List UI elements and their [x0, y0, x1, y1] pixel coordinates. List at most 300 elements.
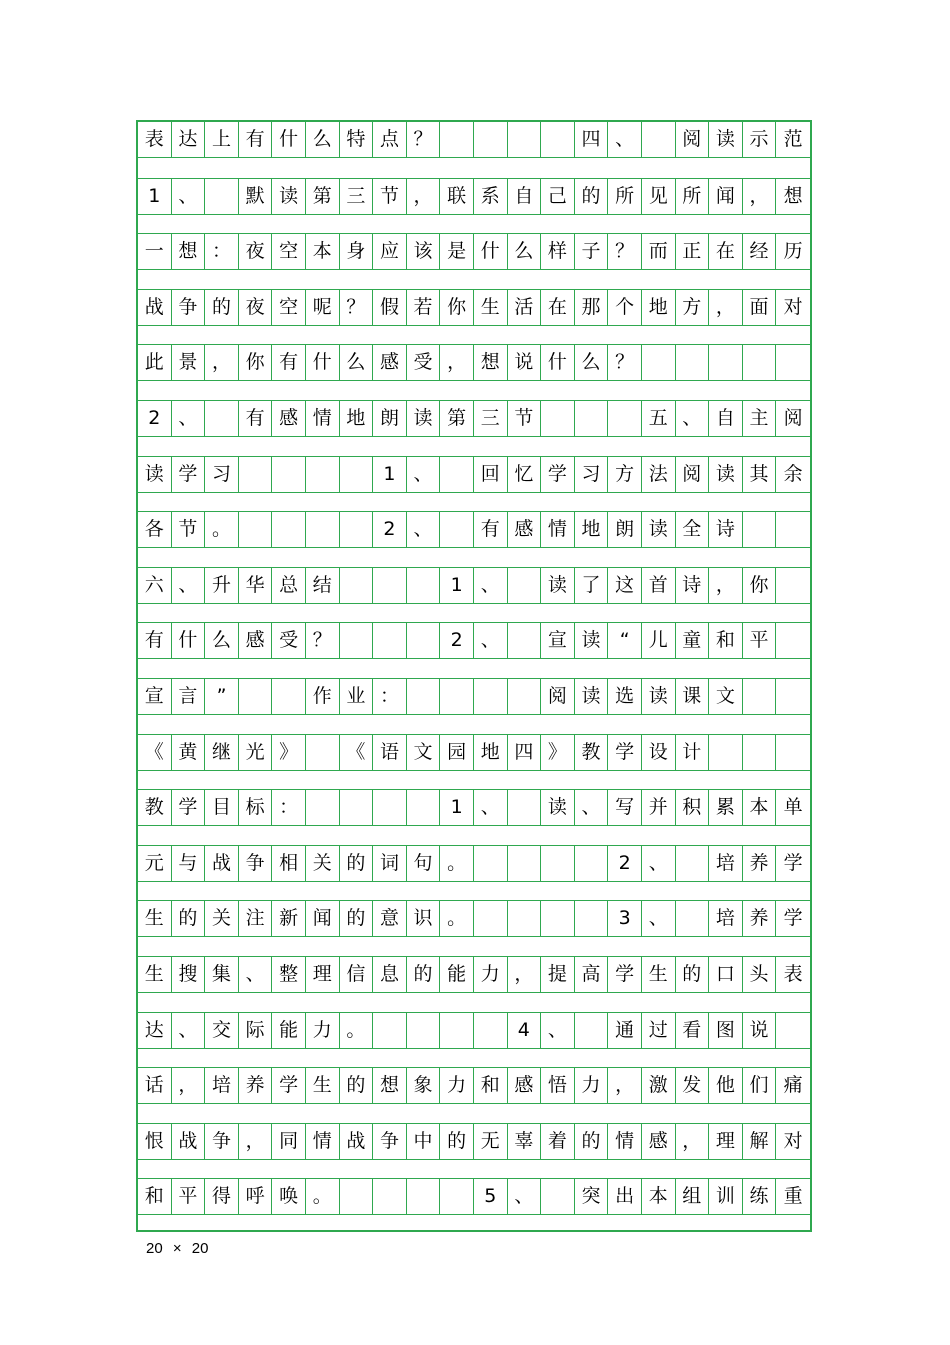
grid-cell: 个	[608, 290, 642, 326]
grid-cell: 痛	[776, 1068, 810, 1104]
grid-cell	[776, 735, 810, 771]
grid-cell	[474, 122, 508, 158]
grid-cell: 其	[743, 457, 777, 493]
grid-cell: 教	[138, 790, 172, 826]
grid-cell: 呢	[306, 290, 340, 326]
grid-cell	[541, 901, 575, 937]
grid-cell: 、	[407, 512, 441, 548]
grid-cell: 业	[340, 679, 374, 715]
grid-cell: 训	[709, 1179, 743, 1215]
grid-cell: ，	[508, 957, 542, 993]
grid-cell: 景	[172, 345, 206, 381]
grid-cell: 的	[340, 901, 374, 937]
grid-cell: 读	[541, 568, 575, 604]
grid-cell: 力	[306, 1013, 340, 1049]
grid-cell	[743, 735, 777, 771]
grid-cell: 》	[272, 735, 306, 771]
grid-cell: 情	[608, 1124, 642, 1160]
grid-cell: 读	[709, 122, 743, 158]
grid-cell: 而	[642, 234, 676, 270]
grid-cell	[239, 679, 273, 715]
grid-cell: 总	[272, 568, 306, 604]
grid-size-label	[146, 1240, 208, 1257]
grid-cell: 什	[306, 345, 340, 381]
grid-cell: 。	[306, 1179, 340, 1215]
grid-cell	[776, 623, 810, 659]
grid-cell: 对	[776, 1124, 810, 1160]
manuscript-grid-paper	[136, 120, 812, 1232]
grid-cell: 培	[709, 901, 743, 937]
grid-cell: 余	[776, 457, 810, 493]
grid-cell: 他	[709, 1068, 743, 1104]
grid-cell: 活	[508, 290, 542, 326]
grid-cell	[743, 345, 777, 381]
grid-cell: 习	[205, 457, 239, 493]
grid-cell: 么	[340, 345, 374, 381]
grid-row	[138, 233, 810, 270]
grid-cell: 学	[172, 790, 206, 826]
grid-cell: 整	[272, 957, 306, 993]
grid-cell: 争	[239, 846, 273, 882]
grid-cell: 读	[642, 679, 676, 715]
grid-cell: 有	[138, 623, 172, 659]
grid-cell	[440, 457, 474, 493]
grid-cell: 。	[205, 512, 239, 548]
grid-row	[138, 678, 810, 715]
grid-cell	[776, 679, 810, 715]
grid-cell: 战	[138, 290, 172, 326]
grid-cell: 身	[340, 234, 374, 270]
grid-cell: 解	[743, 1124, 777, 1160]
grid-cell: 平	[743, 623, 777, 659]
grid-cell: 地	[575, 512, 609, 548]
grid-cell	[306, 735, 340, 771]
grid-cell: 得	[205, 1179, 239, 1215]
grid-cell: 、	[608, 122, 642, 158]
grid-row	[138, 289, 810, 326]
grid-cell	[776, 1013, 810, 1049]
grid-cell: 想	[373, 1068, 407, 1104]
grid-cell: 、	[575, 790, 609, 826]
times-sign: ×	[172, 1240, 182, 1257]
grid-cell	[709, 735, 743, 771]
grid-cell: 、	[474, 790, 508, 826]
grid-cell: 地	[340, 401, 374, 437]
grid-cell: 学	[608, 735, 642, 771]
grid-row	[138, 178, 810, 215]
grid-cell	[508, 568, 542, 604]
grid-cell: 重	[776, 1179, 810, 1215]
grid-cell: 理	[709, 1124, 743, 1160]
grid-cell: 关	[306, 846, 340, 882]
grid-cell: 出	[608, 1179, 642, 1215]
grid-cell: 培	[709, 846, 743, 882]
grid-cell	[474, 901, 508, 937]
grid-cell: 结	[306, 568, 340, 604]
grid-cell: 、	[642, 901, 676, 937]
grid-cell: 和	[138, 1179, 172, 1215]
grid-cell: 范	[776, 122, 810, 158]
grid-cell	[541, 122, 575, 158]
grid-cell: 正	[676, 234, 710, 270]
grid-cell: 1	[440, 790, 474, 826]
grid-cell: 空	[272, 290, 306, 326]
grid-cell: 。	[440, 846, 474, 882]
grid-cell: 和	[709, 623, 743, 659]
grid-cell: 说	[508, 345, 542, 381]
grid-cell: 你	[743, 568, 777, 604]
grid-cell	[709, 345, 743, 381]
grid-cell: 教	[575, 735, 609, 771]
grid-cell: 见	[642, 179, 676, 215]
grid-cell: 第	[440, 401, 474, 437]
grid-cell: ：	[272, 790, 306, 826]
grid-cell: 空	[272, 234, 306, 270]
grid-cell	[608, 401, 642, 437]
grid-cell: 自	[508, 179, 542, 215]
grid-cell: 的	[340, 1068, 374, 1104]
grid-cell: 生	[642, 957, 676, 993]
grid-cell: 课	[676, 679, 710, 715]
grid-cell: 养	[743, 846, 777, 882]
grid-cell: 积	[676, 790, 710, 826]
grid-cell: 目	[205, 790, 239, 826]
grid-cell: 节	[172, 512, 206, 548]
grid-cell	[440, 1013, 474, 1049]
grid-cell: 争	[172, 290, 206, 326]
grid-row	[138, 567, 810, 604]
grid-row	[138, 622, 810, 659]
grid-cell: 该	[407, 234, 441, 270]
grid-cell: 感	[373, 345, 407, 381]
grid-cell: 这	[608, 568, 642, 604]
grid-cell: 情	[541, 512, 575, 548]
grid-cell: 特	[340, 122, 374, 158]
grid-cell: 平	[172, 1179, 206, 1215]
grid-cell: 头	[743, 957, 777, 993]
grid-cell: 阅	[676, 122, 710, 158]
grid-cell: 息	[373, 957, 407, 993]
grid-cell: 能	[272, 1013, 306, 1049]
grid-cell: 想	[474, 345, 508, 381]
grid-cell: 若	[407, 290, 441, 326]
grid-cell: 看	[676, 1013, 710, 1049]
grid-cell: 假	[373, 290, 407, 326]
grid-cell: 面	[743, 290, 777, 326]
grid-cell: 的	[340, 846, 374, 882]
grid-cell: 主	[743, 401, 777, 437]
grid-cell: 闻	[709, 179, 743, 215]
grid-cell: 力	[440, 1068, 474, 1104]
grid-cell: 能	[440, 957, 474, 993]
grid-cell	[508, 790, 542, 826]
grid-cell: ，	[608, 1068, 642, 1104]
grid-cell: 信	[340, 957, 374, 993]
grid-cell: 注	[239, 901, 273, 937]
grid-cell	[340, 790, 374, 826]
grid-cell: 生	[138, 957, 172, 993]
grid-cell: 2	[373, 512, 407, 548]
grid-cell: 》	[541, 735, 575, 771]
grid-row	[138, 344, 810, 381]
grid-cell: 节	[508, 401, 542, 437]
grid-cell: ：	[373, 679, 407, 715]
grid-cell	[407, 679, 441, 715]
grid-row	[138, 900, 810, 937]
grid-cell	[205, 401, 239, 437]
grid-cell: 地	[474, 735, 508, 771]
grid-cell: ，	[205, 345, 239, 381]
grid-cell: 光	[239, 735, 273, 771]
grid-cell	[373, 790, 407, 826]
grid-cell: 学	[541, 457, 575, 493]
grid-cell: 阅	[776, 401, 810, 437]
grid-cell: 读	[575, 679, 609, 715]
grid-cell: 感	[642, 1124, 676, 1160]
grid-cell: 激	[642, 1068, 676, 1104]
grid-cell: 有	[239, 401, 273, 437]
grid-cell	[440, 1179, 474, 1215]
grid-cell: 全	[676, 512, 710, 548]
grid-cell: 生	[306, 1068, 340, 1104]
grid-cell: 本	[306, 234, 340, 270]
grid-cell: 有	[474, 512, 508, 548]
grid-cell	[676, 345, 710, 381]
grid-cell: 感	[272, 401, 306, 437]
grid-cell	[575, 901, 609, 937]
grid-cell: 《	[340, 735, 374, 771]
grid-cell	[541, 1179, 575, 1215]
grid-cell: 选	[608, 679, 642, 715]
grid-cell: 句	[407, 846, 441, 882]
grid-cell: 、	[407, 457, 441, 493]
grid-cell	[743, 679, 777, 715]
grid-cell: 么	[508, 234, 542, 270]
grid-cell: 争	[373, 1124, 407, 1160]
grid-cell: 文	[407, 735, 441, 771]
grid-cell: 作	[306, 679, 340, 715]
grid-cell: 、	[172, 179, 206, 215]
grid-cell: 学	[776, 901, 810, 937]
grid-row	[138, 1067, 810, 1104]
grid-cell	[541, 846, 575, 882]
grid-cell: 战	[340, 1124, 374, 1160]
grid-cell: 象	[407, 1068, 441, 1104]
grid-cell: 4	[508, 1013, 542, 1049]
grid-cell: 感	[508, 1068, 542, 1104]
grid-cell: 、	[474, 568, 508, 604]
grid-cell: 第	[306, 179, 340, 215]
grid-cell	[440, 512, 474, 548]
grid-cell	[239, 512, 273, 548]
grid-cell: 图	[709, 1013, 743, 1049]
grid-cell: 读	[575, 623, 609, 659]
grid-cell: ？	[340, 290, 374, 326]
grid-cell: 过	[642, 1013, 676, 1049]
grid-cell	[373, 623, 407, 659]
grid-cell: 应	[373, 234, 407, 270]
grid-cell: 2	[440, 623, 474, 659]
grid-cell: 你	[239, 345, 273, 381]
grid-cell: 夜	[239, 290, 273, 326]
grid-cell: 言	[172, 679, 206, 715]
grid-cell	[340, 568, 374, 604]
grid-cell: 们	[743, 1068, 777, 1104]
grid-cell: 四	[575, 122, 609, 158]
grid-cell: 1	[440, 568, 474, 604]
grid-cell: 默	[239, 179, 273, 215]
grid-cell: 么	[306, 122, 340, 158]
grid-cell	[474, 846, 508, 882]
grid-cell: 回	[474, 457, 508, 493]
grid-row	[138, 511, 810, 548]
grid-cell: 交	[205, 1013, 239, 1049]
grid-cell	[373, 568, 407, 604]
grid-cell: 本	[743, 790, 777, 826]
grid-cell: 悟	[541, 1068, 575, 1104]
grid-cell: 诗	[676, 568, 710, 604]
grid-cell: 突	[575, 1179, 609, 1215]
grid-cell	[306, 512, 340, 548]
grid-cell	[272, 679, 306, 715]
grid-cell	[440, 679, 474, 715]
grid-cell: 5	[474, 1179, 508, 1215]
grid-cell: 诗	[709, 512, 743, 548]
grid-cell: 此	[138, 345, 172, 381]
grid-cell: 际	[239, 1013, 273, 1049]
grid-cell: 的	[440, 1124, 474, 1160]
grid-cell: 经	[743, 234, 777, 270]
grid-cell: 唤	[272, 1179, 306, 1215]
grid-cell: 话	[138, 1068, 172, 1104]
grid-cell	[676, 901, 710, 937]
grid-cell: 想	[172, 234, 206, 270]
grid-cell	[776, 568, 810, 604]
grid-cell: ，	[709, 568, 743, 604]
grid-cell	[541, 401, 575, 437]
grid-cell: 儿	[642, 623, 676, 659]
grid-cell: 战	[205, 846, 239, 882]
grid-cell: 么	[205, 623, 239, 659]
grid-cell: 园	[440, 735, 474, 771]
grid-cell: 在	[709, 234, 743, 270]
grid-cell: 宣	[138, 679, 172, 715]
grid-cell: 对	[776, 290, 810, 326]
grid-cell: 说	[743, 1013, 777, 1049]
grid-cell: 习	[575, 457, 609, 493]
grid-cell	[340, 512, 374, 548]
grid-cell: 、	[172, 401, 206, 437]
grid-cell: 集	[205, 957, 239, 993]
grid-cell: 理	[306, 957, 340, 993]
grid-cell: 在	[541, 290, 575, 326]
grid-cell	[306, 790, 340, 826]
grid-cell: 并	[642, 790, 676, 826]
grid-cell: 生	[138, 901, 172, 937]
grid-cell	[407, 790, 441, 826]
grid-cell: 朗	[373, 401, 407, 437]
grid-cell: 关	[205, 901, 239, 937]
grid-cell: 是	[440, 234, 474, 270]
grid-cell: ？	[407, 122, 441, 158]
grid-cell: ，	[239, 1124, 273, 1160]
grid-cell: 什	[474, 234, 508, 270]
grid-cell	[508, 623, 542, 659]
grid-cell: 1	[138, 179, 172, 215]
grid-cell: 的	[172, 901, 206, 937]
grid-cell: 情	[306, 401, 340, 437]
grid-cell	[373, 1179, 407, 1215]
grid-cell: 无	[474, 1124, 508, 1160]
grid-cols: 20	[146, 1240, 163, 1257]
grid-cell: 地	[642, 290, 676, 326]
grid-cell: 子	[575, 234, 609, 270]
grid-row	[138, 1012, 810, 1049]
grid-cell: 读	[541, 790, 575, 826]
grid-cell: 什	[541, 345, 575, 381]
grid-cell: “	[608, 623, 642, 659]
grid-cell: 朗	[608, 512, 642, 548]
grid-cell: 自	[709, 401, 743, 437]
grid-cell: 的	[205, 290, 239, 326]
grid-cell: 组	[676, 1179, 710, 1215]
grid-row	[138, 1123, 810, 1160]
grid-cell: 想	[776, 179, 810, 215]
grid-cell: 练	[743, 1179, 777, 1215]
grid-cell: 战	[172, 1124, 206, 1160]
grid-cell: 忆	[508, 457, 542, 493]
grid-cell: 学	[776, 846, 810, 882]
grid-cell: 元	[138, 846, 172, 882]
grid-cell: 联	[440, 179, 474, 215]
grid-cell: 黄	[172, 735, 206, 771]
grid-cell	[642, 122, 676, 158]
grid-cell: 着	[541, 1124, 575, 1160]
grid-cell: 呼	[239, 1179, 273, 1215]
grid-cell: 么	[575, 345, 609, 381]
grid-cell: 、	[474, 623, 508, 659]
grid-cell: 有	[239, 122, 273, 158]
grid-cell: 你	[440, 290, 474, 326]
grid-row	[138, 956, 810, 993]
grid-row	[138, 122, 810, 158]
grid-cell: ？	[608, 234, 642, 270]
grid-cell: 。	[340, 1013, 374, 1049]
grid-cell	[508, 846, 542, 882]
grid-cell: 本	[642, 1179, 676, 1215]
grid-cell: 、	[642, 846, 676, 882]
grid-cell: 读	[272, 179, 306, 215]
grid-cell: 三	[474, 401, 508, 437]
grid-cell: 读	[407, 401, 441, 437]
grid-cell	[575, 401, 609, 437]
grid-cell	[575, 1013, 609, 1049]
grid-cell: 力	[474, 957, 508, 993]
grid-cell: 闻	[306, 901, 340, 937]
grid-cell: 通	[608, 1013, 642, 1049]
grid-cell	[407, 568, 441, 604]
grid-cell: 学	[272, 1068, 306, 1104]
grid-cell: 文	[709, 679, 743, 715]
grid-cell: 、	[172, 568, 206, 604]
grid-cell: ，	[440, 345, 474, 381]
grid-cell: 夜	[239, 234, 273, 270]
grid-cell: 三	[340, 179, 374, 215]
grid-cell: 口	[709, 957, 743, 993]
grid-cell: 标	[239, 790, 273, 826]
grid-cell: 感	[239, 623, 273, 659]
grid-cell: ，	[709, 290, 743, 326]
